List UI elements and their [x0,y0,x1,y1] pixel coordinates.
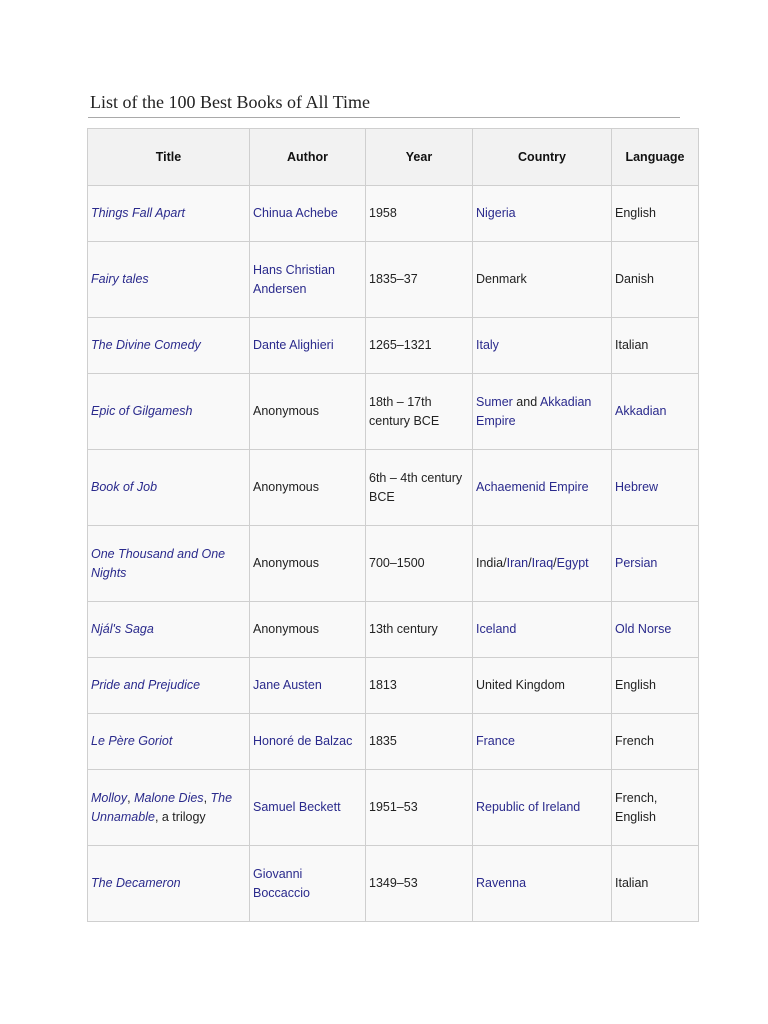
year-text: 6th – 4th century BCE [369,470,463,504]
title-link[interactable]: Malone Dies [134,790,204,805]
language-link[interactable]: Akkadian [615,404,667,418]
table-row [88,374,699,450]
year-text: 1835 [369,734,397,748]
year-text: 1951–53 [369,800,418,814]
title-text: , a trilogy [154,809,206,824]
column-header-title[interactable]: Title [88,129,250,186]
language-text: Italian [615,338,649,352]
table-cell-language [612,658,699,714]
table-cell-year [366,450,473,526]
title-link[interactable]: One Thousand and One Nights [91,546,226,580]
table-cell-title [88,714,250,770]
year-text: 1958 [369,206,397,220]
table-cell-author [250,318,366,374]
table-body [88,186,699,922]
country-link[interactable]: Iraq [531,556,554,570]
table-cell-year [366,846,473,922]
country-link[interactable]: Republic of Ireland [476,800,581,814]
table-header-row [88,129,699,186]
table-cell-country [473,318,612,374]
country-link[interactable]: Achaemenid Empire [476,480,589,494]
table-cell-country [473,450,612,526]
table-cell-author [250,450,366,526]
title-link[interactable]: Le Père Goriot [91,734,173,748]
table-row [88,186,699,242]
table-cell-year [366,526,473,602]
language-text: English [615,678,656,692]
column-header-language[interactable]: Language [612,129,699,186]
table-cell-language [612,846,699,922]
title-link[interactable]: Things Fall Apart [91,206,186,220]
country-link[interactable]: Italy [476,338,499,352]
language-text: French [615,734,654,748]
author-link[interactable]: Hans Christian Andersen [253,262,335,296]
table-row [88,318,699,374]
books-table [87,128,699,922]
author-link[interactable]: Chinua Achebe [253,206,338,220]
table-cell-title [88,242,250,318]
column-header-year[interactable]: Year [366,129,473,186]
table-row [88,846,699,922]
author-link[interactable]: Dante Alighieri [253,338,334,352]
country-link[interactable]: Iran [506,556,529,570]
table-cell-title [88,186,250,242]
table-cell-author [250,602,366,658]
country-text: Denmark [476,272,527,286]
table-row [88,602,699,658]
year-text: 13th century [369,622,438,636]
table-cell-title [88,770,250,846]
table-cell-title [88,450,250,526]
author-text: Anonymous [253,404,320,418]
table-cell-language [612,374,699,450]
table-cell-country [473,602,612,658]
language-link[interactable]: Hebrew [615,480,659,494]
title-link[interactable]: The Divine Comedy [91,338,201,352]
table-cell-title [88,846,250,922]
language-link[interactable]: Old Norse [615,622,672,636]
country-text: / [528,556,532,570]
table-cell-author [250,846,366,922]
table-cell-language [612,450,699,526]
table-cell-language [612,602,699,658]
country-link[interactable]: Akkadian Empire [476,394,592,428]
table-cell-title [88,374,250,450]
column-header-author[interactable]: Author [250,129,366,186]
title-link[interactable]: Molloy [91,790,128,805]
table-cell-language [612,318,699,374]
table-row [88,526,699,602]
table-cell-title [88,526,250,602]
table-row [88,714,699,770]
table-row [88,450,699,526]
table-cell-author [250,242,366,318]
table-cell-author [250,714,366,770]
country-link[interactable]: Ravenna [476,876,527,890]
table-cell-country [473,770,612,846]
table-cell-year [366,318,473,374]
title-text: , [203,790,211,805]
country-text: India/ [476,556,507,570]
table-cell-title [88,658,250,714]
table-cell-country [473,658,612,714]
table-cell-author [250,374,366,450]
author-text: Anonymous [253,622,320,636]
table-cell-year [366,658,473,714]
table-cell-country [473,714,612,770]
table-cell-language [612,186,699,242]
author-text: Anonymous [253,480,320,494]
country-text: United Kingdom [476,678,565,692]
title-link[interactable]: The Decameron [91,876,181,890]
table-cell-year [366,242,473,318]
title-link[interactable]: Epic of Gilgamesh [91,404,193,418]
year-text: 700–1500 [369,556,425,570]
year-text: 1813 [369,678,397,692]
country-link[interactable]: Nigeria [476,206,516,220]
table-cell-language [612,526,699,602]
table-cell-year [366,186,473,242]
table-row [88,658,699,714]
year-text: 1349–53 [369,876,418,890]
title-divider [88,117,680,118]
table-cell-title [88,602,250,658]
table-cell-country [473,526,612,602]
country-text: / [553,556,557,570]
title-text: , [127,790,135,805]
table-cell-language [612,242,699,318]
author-link[interactable]: Giovanni Boccaccio [253,866,310,900]
title-link[interactable]: Book of Job [91,480,158,494]
table-cell-title [88,318,250,374]
title-link[interactable]: Njál's Saga [91,622,154,636]
table-cell-year [366,374,473,450]
language-text: French, English [615,790,658,824]
table-cell-year [366,602,473,658]
table-cell-country [473,186,612,242]
page-title: List of the 100 Best Books of All Time [90,92,371,112]
author-text: Anonymous [253,556,320,570]
country-link[interactable]: Egypt [556,556,589,570]
author-link[interactable]: Honoré de Balzac [253,734,353,748]
title-link[interactable]: Fairy tales [91,272,149,286]
year-text: 1265–1321 [369,338,432,352]
language-text: Danish [615,272,654,286]
year-text: 1835–37 [369,272,418,286]
language-link[interactable]: Persian [615,556,658,570]
title-link[interactable]: The Unnamable [91,790,233,824]
title-link[interactable]: Pride and Prejudice [91,678,201,692]
table-cell-country [473,846,612,922]
table-cell-language [612,770,699,846]
table-cell-author [250,770,366,846]
country-text: and [512,394,540,409]
language-text: Italian [615,876,649,890]
table-cell-author [250,658,366,714]
table-cell-author [250,186,366,242]
year-text: 18th – 17th century BCE [369,394,440,428]
language-text: English [615,206,656,220]
table-cell-year [366,714,473,770]
country-link[interactable]: France [476,734,515,748]
table-cell-author [250,526,366,602]
table-cell-language [612,714,699,770]
table-cell-country [473,242,612,318]
author-link[interactable]: Jane Austen [253,678,322,692]
table-row [88,242,699,318]
country-link[interactable]: Sumer [476,394,513,409]
author-link[interactable]: Samuel Beckett [253,800,341,814]
table-cell-country [473,374,612,450]
column-header-country[interactable]: Country [473,129,612,186]
table-row [88,770,699,846]
country-link[interactable]: Iceland [476,622,517,636]
table-cell-year [366,770,473,846]
